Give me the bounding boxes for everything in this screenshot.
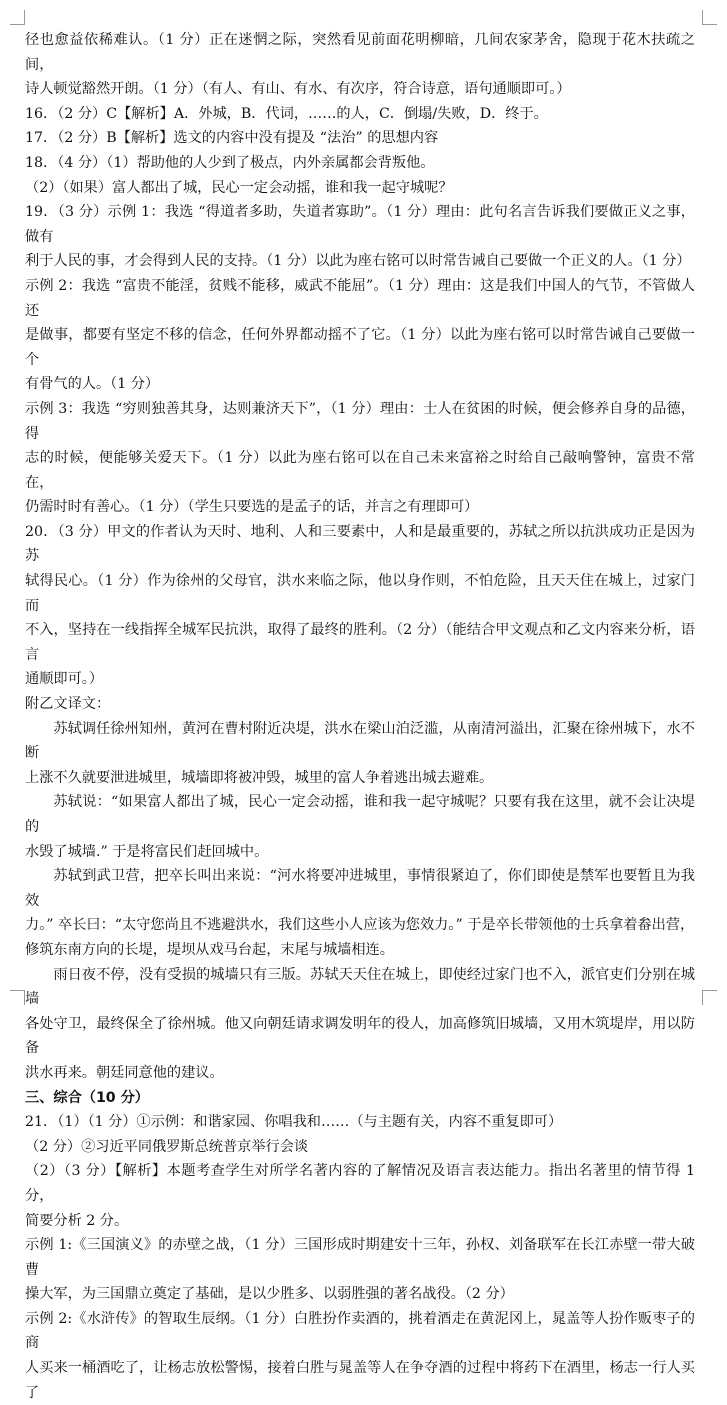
text-line: 轼得民心。（1 分）作为徐州的父母官，洪水来临之际，他以身作则，不怕危险，且天天住在城上，过家门而 — [25, 573, 695, 614]
text-line: （2）（如果）富人都出了城，民心一定会动摇，谁和我一起守城呢？ — [25, 179, 453, 196]
text-line: 雨日夜不停，没有受损的城墙只有三版。苏轼天天住在城上，即使经过家门也不入，派官吏们分别在城墙 — [25, 966, 695, 1008]
text-line: 人买来一桶酒吃了，让杨志放松警惕，接着白胜与晁盖等人在争夺酒的过程中将药下在酒里，杨志一行人买了 — [25, 1360, 695, 1401]
crop-mark-bottom-right — [702, 990, 717, 1005]
crop-mark-top-right — [702, 10, 717, 25]
text-line: 操大军，为三国鼎立奠定了基础，是以少胜多、以弱胜强的著名战役。（2 分） — [25, 1286, 514, 1303]
text-line: 20．（3 分）甲文的作者认为天时、地利、人和三要素中，人和是最重要的，苏轼之所以抗洪成功正是因为苏 — [25, 523, 695, 565]
text-line: 仍需时时有善心。（1 分）（学生只要选的是孟子的话，并言之有理即可） — [25, 499, 479, 516]
answer-key-text — [25, 28, 695, 1405]
text-line: 18．（4 分）（1）帮助他的人少到了极点，内外亲属都会背叛他。 — [25, 154, 435, 171]
section-heading: 三、综合（10 分） — [25, 1089, 149, 1106]
text-line: 不入，坚持在一线指挥全城军民抗洪，取得了最终的胜利。（2 分）（能结合甲文观点和乙文内容来分析，语言 — [25, 622, 695, 663]
text-line: （2）（3 分）【解析】本题考查学生对所学名著内容的了解情况及语言表达能力。指出名著里的情节得 1 分， — [25, 1163, 695, 1204]
text-line: 上涨不久就要泄进城里，城墙即将被冲毁，城里的富人争着逃出城去避难。 — [25, 769, 494, 786]
text-line: （2 分）②习近平同俄罗斯总统普京举行会谈 — [25, 1138, 309, 1155]
text-line: 志的时候，便能够关爱天下。（1 分）以此为座右铭可以在自己未来富裕之时给自己敲响警钟，富贵不常在， — [25, 450, 695, 491]
crop-mark-top-left — [10, 10, 25, 25]
text-line: 通顺即可。） — [25, 671, 104, 688]
text-line: 21．（1）（1 分）①示例：和谐家园、你唱我和……（与主题有关，内容不重复即可） — [25, 1114, 563, 1131]
text-line: 示例 1:《三国演义》的赤壁之战，（1 分）三国形成时期建安十三年，孙权、刘备联军在长江赤壁一带大破曹 — [25, 1237, 695, 1278]
text-line: 利于人民的事，才会得到人民的支持。（1 分）以此为座右铭可以时常告诫自己要做一个正义的人。（1 分） — [25, 253, 691, 270]
text-line: 16．（2 分）C【解析】A．外城，B．代词，……的人，C．倒塌/失败，D．终于。 — [25, 105, 548, 122]
crop-mark-bottom-left — [10, 990, 25, 1005]
text-line: 苏轼说：“如果富人都出了城，民心一定会动摇，谁和我一起守城呢？只要有我在这里，就不会让决堤的 — [25, 794, 695, 835]
text-line: 简要分析 2 分。 — [25, 1212, 129, 1229]
text-line: 修筑东南方向的长堤，堤坝从戏马台起，末尾与城墙相连。 — [25, 941, 394, 958]
text-line: 示例 2:《水浒传》的智取生辰纲。（1 分）白胜扮作卖酒的，挑着酒走在黄泥冈上，晁盖等人扮作贩枣子的商 — [25, 1310, 695, 1352]
text-line: 各处守卫，最终保全了徐州城。他又向朝廷请求调发明年的役人，加高修筑旧城墙，又用木筑堤岸，用以防备 — [25, 1015, 695, 1057]
text-line: 示例 3：我选 “穷则独善其身，达则兼济天下”，（1 分）理由：士人在贫困的时候，便会修养自身的品德，得 — [25, 400, 695, 442]
text-line: 力。” 卒长曰：“太守您尚且不逃避洪水，我们这些小人应该为您效力。” 于是卒长带领他的士兵拿着畚出营， — [25, 917, 695, 934]
text-line: 是做事，都要有坚定不移的信念，任何外界都动摇不了它。（1 分）以此为座右铭可以时常告诫自己要做一个 — [25, 327, 695, 368]
text-line: 示例 2：我选 “富贵不能淫，贫贱不能移，威武不能屈”。（1 分）理由：这是我们中国人的气节，不管做人还 — [25, 277, 695, 319]
text-line: 有骨气的人。（1 分） — [25, 376, 160, 393]
text-line: 水毁了城墙.” 于是将富民们赶回城中。 — [25, 843, 269, 860]
text-line: 苏轼调任徐州知州，黄河在曹村附近决堤，洪水在梁山泊泛滥，从南清河溢出，汇聚在徐州城下，水不断 — [25, 720, 695, 762]
text-line: 19．（3 分）示例 1：我选 “得道者多助，失道者寡助”。（1 分）理由：此句名言告诉我们要做正义之事，做有 — [25, 204, 695, 245]
text-line: 苏轼到武卫营，把卒长叫出来说：“河水将要冲进城里，事情很紧迫了，你们即使是禁军也要暂且为我效 — [25, 868, 695, 909]
text-line: 诗人顿觉豁然开朗。（1 分）（有人、有山、有水、有次序，符合诗意，语句通顺即可。） — [25, 81, 571, 98]
text-line: 17．（2 分）B【解析】选文的内容中没有提及 “法治” 的思想内容 — [25, 130, 439, 147]
text-line: 附乙文译文： — [25, 696, 111, 713]
text-line: 洪水再来。朝廷同意他的建议。 — [25, 1064, 224, 1081]
text-line: 径也愈益依稀难认。（1 分）正在迷惘之际，突然看见前面花明柳暗，几间农家茅舍，隐现于花木扶疏之间， — [25, 32, 695, 73]
